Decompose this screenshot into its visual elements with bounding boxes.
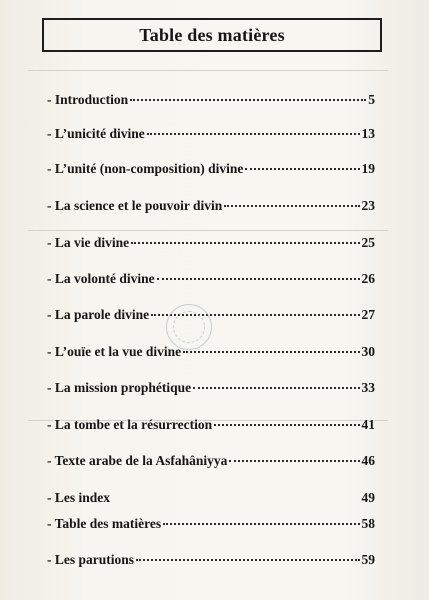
dot-leader xyxy=(131,242,359,244)
toc-entry-page: 58 xyxy=(361,516,375,531)
toc-entry-page: 5 xyxy=(368,92,375,107)
toc-entry-label: - L’ouïe et la vue divine xyxy=(47,344,182,359)
dot-leader xyxy=(193,387,359,389)
dot-leader xyxy=(136,559,359,561)
toc-entry-label: - La volonté divine xyxy=(47,271,155,286)
toc-entry-label: - L’unicité divine xyxy=(47,126,145,141)
toc-entry-label: - L’unité (non-composition) divine xyxy=(47,161,244,176)
dot-leader xyxy=(224,205,359,207)
title-box xyxy=(42,18,382,52)
toc-entry xyxy=(47,552,375,572)
toc-entry-page: 19 xyxy=(361,161,375,176)
toc-entry xyxy=(47,516,375,536)
toc-entry-page: 13 xyxy=(361,126,375,141)
toc-entry xyxy=(47,490,375,510)
toc-entry-label: - La tombe et la résurrection xyxy=(47,417,213,432)
toc-entry-page: 23 xyxy=(361,198,375,213)
toc-entry xyxy=(47,126,375,146)
toc-entry-label: - Les parutions xyxy=(47,552,135,567)
dot-leader xyxy=(147,133,360,135)
page-title: Table des matières xyxy=(139,25,285,45)
toc-entry-label: - Table des matières xyxy=(47,516,162,531)
toc-entry-label: - Introduction xyxy=(47,92,129,107)
toc-entry-page: 30 xyxy=(361,344,375,359)
toc-entry-label: - Les index xyxy=(47,490,111,505)
toc-entry-label: - La mission prophétique xyxy=(47,380,192,395)
toc-entry xyxy=(47,92,375,112)
dot-leader xyxy=(245,168,359,170)
toc-entry xyxy=(47,380,375,400)
dot-leader xyxy=(229,460,359,462)
library-stamp-icon xyxy=(166,304,212,350)
toc-entry-page: 26 xyxy=(361,271,375,286)
dot-leader xyxy=(183,351,359,353)
toc-entry-page: 59 xyxy=(361,552,375,567)
dot-leader xyxy=(112,497,359,499)
dot-leader xyxy=(214,424,359,426)
toc-entry-page: 49 xyxy=(361,490,375,505)
dot-leader xyxy=(130,99,366,101)
toc-entry xyxy=(47,417,375,437)
toc-entry-page: 41 xyxy=(361,417,375,432)
toc-entry-label: - La parole divine xyxy=(47,307,150,322)
toc-entry-label: - Texte arabe de la Asfahâniyya xyxy=(47,453,228,468)
toc-entry-label: - La vie divine xyxy=(47,235,130,250)
toc-entry-page: 33 xyxy=(361,380,375,395)
divider xyxy=(28,70,388,71)
dot-leader xyxy=(157,278,360,280)
toc-entry xyxy=(47,453,375,473)
toc-entry xyxy=(47,198,375,218)
toc-entry-page: 25 xyxy=(361,235,375,250)
toc-entry-page: 27 xyxy=(361,307,375,322)
dot-leader xyxy=(163,523,359,525)
toc-entry xyxy=(47,271,375,291)
divider xyxy=(28,230,388,231)
toc-entry xyxy=(47,235,375,255)
toc-entry xyxy=(47,161,375,181)
toc-entry-page: 46 xyxy=(361,453,375,468)
toc-entry xyxy=(47,344,375,364)
toc-entry-label: - La science et le pouvoir divin xyxy=(47,198,223,213)
